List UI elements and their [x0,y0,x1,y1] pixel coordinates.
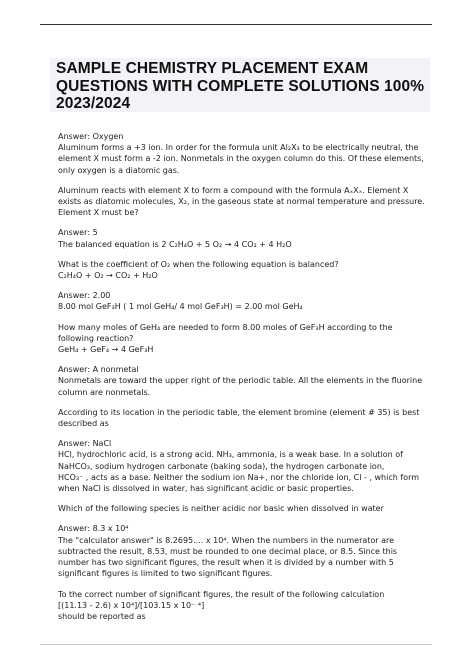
text-line: According to its location in the periodic table, the element bromine (element # 35) is best described as [58,407,420,429]
block-spacer [58,494,428,503]
text-line: Aluminum forms a +3 ion. In order for the formula unit Al₂X₃ to be electrically neutral, the element X must form a -2 ion. Nonmetals in the oxygen column do this. Of these elements, only oxygen is a diatomic gas. [58,143,424,175]
qa-block [58,589,428,623]
text-line: HCO₃⁻ , acts as a base. Neither the sodium ion Na+, nor the chloride ion, Cl - , which form when NaCl is dissolved in water, has significant acidic or basic properties. [58,472,420,494]
text-line: Aluminum reacts with element X to form a compound with the formula AₓXₓ. Element X exists as diatomic molecules, X₂, in the gaseous state at normal temperature and pressure. Element X must be? [58,185,425,218]
text-line: GeH₄ + GeF₄ → 4 GeF₃H [58,345,154,355]
text-line: How many moles of GeH₄ are needed to form 8.00 moles of GeF₃H according to the following reaction? [58,322,393,343]
block-spacer [58,176,428,185]
answer-line: Answer: Oxygen [58,132,124,141]
text-line: HCl, hydrochloric acid, is a strong acid. NH₃, ammonia, is a weak base. In a solution of NaHCO₃, sodium hydrogen carbonate (baking soda), the hydrogen carbonate ion, [58,450,403,471]
block-spacer [58,514,428,523]
qa-block [58,131,428,176]
document-title: SAMPLE CHEMISTRY PLACEMENT EXAM QUESTIONS WITH COMPLETE SOLUTIONS 100% 2023/2024 [56,60,425,112]
block-spacer [58,429,428,438]
block-spacer [58,355,428,364]
bottom-rule [40,644,432,645]
block-spacer [58,580,428,589]
qa-block [58,227,428,249]
block-spacer [58,281,428,290]
answer-line: Answer: 8.3 x 10⁴ [58,524,129,534]
block-spacer [58,218,428,227]
block-spacer [58,250,428,259]
answer-line: Answer: 5 [58,228,98,238]
text-line: 8.00 mol GeF₃H ( 1 mol GeH₄/ 4 mol GeF₃H) = 2.00 mol GeH₄ [58,302,303,312]
text-line: The balanced equation is 2 C₂H₄O + 5 O₂ → 4 CO₂ + 4 H₂O [58,239,292,249]
text-line: C₂H₄O + O₂ → CO₂ + H₂O [58,271,158,281]
text-line: Nonmetals are toward the upper right of the periodic table. All the elements in the fluorine column are nonmetals. [58,376,423,397]
answer-line: Answer: NaCl [58,439,112,449]
text-line: What is the coefficient of O₂ when the following equation is balanced? [58,259,339,269]
text-line: The "calculator answer" is 8.2695.... x 10⁴. When the numbers in the numerator are subtracted the result, 8.53, must be rounded to one decimal place, or 8.5. Since this number has two significant figures, the result when it is divided by a number with 5 significant figures is limited to two significant figures. [58,535,398,579]
text-line: To the correct number of significant figures, the result of the following calculation [58,589,385,599]
top-rule [40,24,432,25]
text-line: Which of the following species is neither acidic nor basic when dissolved in water [58,504,384,514]
qa-block [58,407,428,429]
answer-line: Answer: A nonmetal [58,365,139,375]
qa-block [58,259,428,281]
answer-line: Answer: 2.00 [58,291,111,301]
qa-block [58,503,428,514]
qa-block [58,290,428,312]
block-spacer [58,313,428,322]
qa-block [58,364,428,398]
document-body [58,131,428,622]
text-line: [(11.13 - 2.6) x 10⁴]/[103.15 x 10⁻ ⁴] [58,600,205,610]
qa-block [58,185,428,219]
qa-block [58,322,428,356]
text-line: should be reported as [58,611,146,621]
qa-block [58,438,428,494]
block-spacer [58,398,428,407]
qa-block [58,523,428,579]
